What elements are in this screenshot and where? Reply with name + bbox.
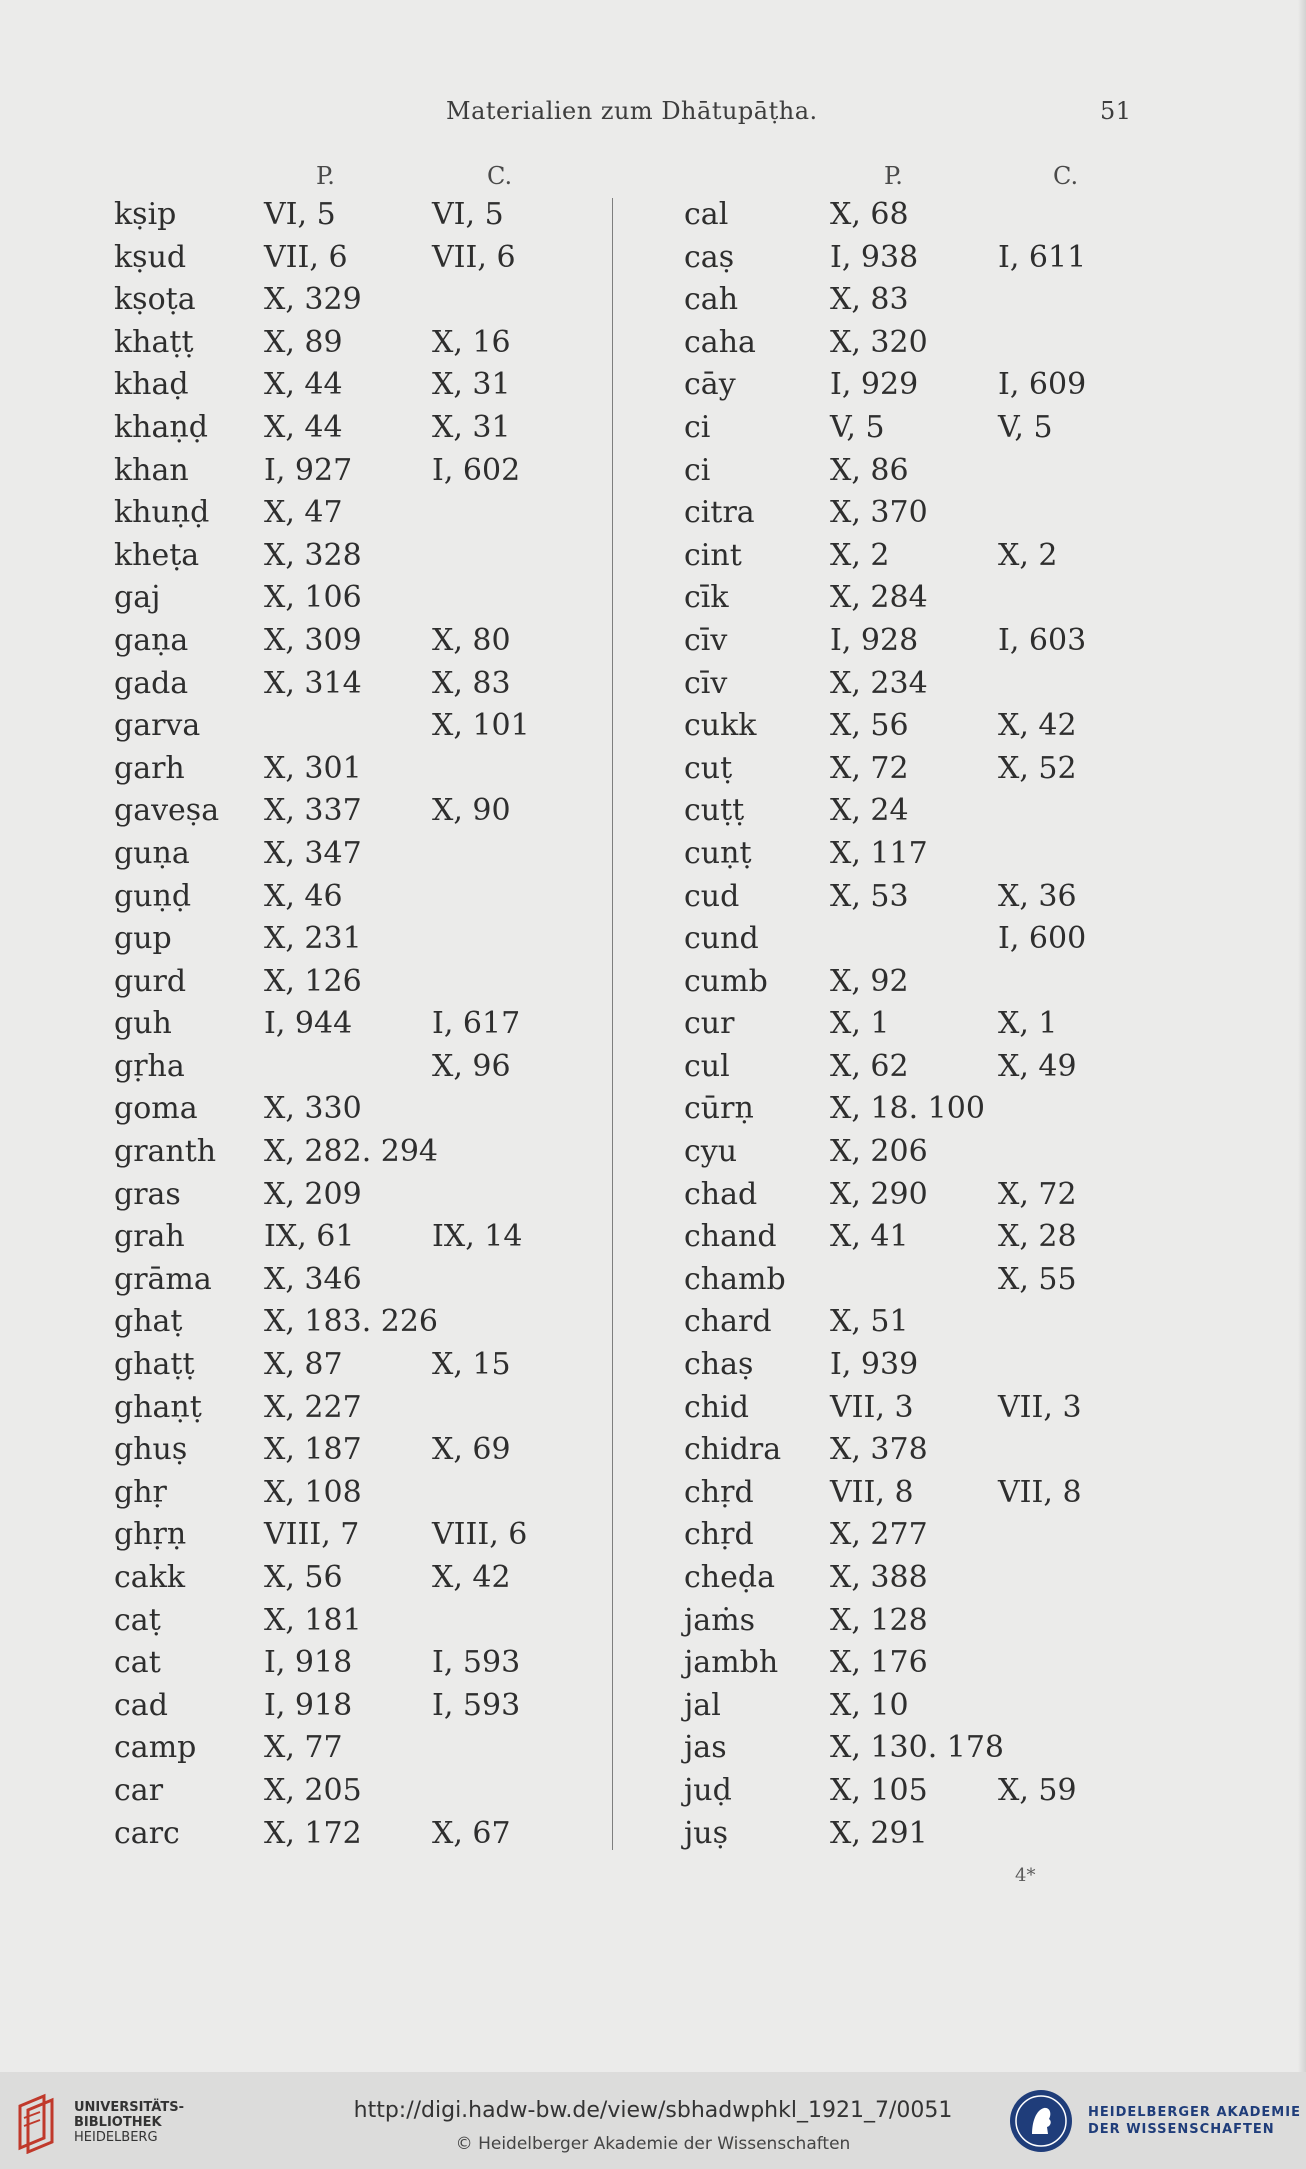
p-ref-cell: IX, 61 bbox=[264, 1219, 355, 1255]
p-ref-cell: X, 346 bbox=[264, 1261, 362, 1297]
p-ref-cell: X, 320 bbox=[830, 324, 928, 360]
root-cell: ghaṭ bbox=[114, 1304, 183, 1340]
root-cell: chamb bbox=[684, 1261, 786, 1297]
c-ref-cell: X, 42 bbox=[432, 1560, 511, 1595]
p-ref-cell: X, 388 bbox=[830, 1560, 928, 1595]
root-cell: cal bbox=[684, 197, 729, 232]
p-ref-cell: X, 77 bbox=[264, 1730, 343, 1766]
right-table-row bbox=[0, 1344, 919, 1387]
root-cell: gada bbox=[114, 665, 189, 701]
right-c-column-label: C. bbox=[1053, 162, 1079, 190]
root-cell: caṭ bbox=[114, 1602, 161, 1638]
root-cell: chaṣ bbox=[684, 1347, 754, 1383]
c-ref-cell: VII, 3 bbox=[998, 1389, 1082, 1425]
p-ref-cell: X, 130. 178 bbox=[830, 1730, 1005, 1766]
right-table-row bbox=[0, 663, 928, 706]
root-cell: cuṇṭ bbox=[684, 835, 752, 871]
p-ref-cell: X, 92 bbox=[830, 963, 909, 999]
root-cell: kṣoṭa bbox=[114, 282, 196, 318]
c-ref-cell: VIII, 6 bbox=[432, 1517, 528, 1553]
right-table-row bbox=[0, 1003, 1058, 1046]
p-ref-cell: X, 105 bbox=[830, 1772, 928, 1808]
right-table-row bbox=[0, 364, 1087, 407]
p-ref-cell: X, 328 bbox=[264, 537, 362, 573]
right-table-row bbox=[0, 1472, 1082, 1515]
p-ref-cell: X, 337 bbox=[264, 793, 362, 829]
c-ref-cell: I, 603 bbox=[998, 622, 1087, 658]
root-cell: cul bbox=[684, 1048, 730, 1084]
root-cell: caṣ bbox=[684, 239, 735, 275]
right-table-row bbox=[0, 1685, 909, 1728]
right-table-row bbox=[0, 1046, 1077, 1089]
right-table-row bbox=[0, 790, 909, 833]
root-cell: kheṭa bbox=[114, 537, 200, 573]
root-cell: ghaṇṭ bbox=[114, 1389, 202, 1425]
root-cell: khaḍ bbox=[114, 367, 189, 403]
right-table-row bbox=[0, 1557, 928, 1600]
p-ref-cell: VII, 3 bbox=[830, 1389, 914, 1425]
root-cell: cur bbox=[684, 1006, 735, 1042]
root-cell: chid bbox=[684, 1389, 749, 1425]
root-cell: garh bbox=[114, 750, 185, 786]
right-table-row bbox=[0, 1813, 928, 1856]
p-ref-cell: X, 172 bbox=[264, 1815, 362, 1851]
p-ref-cell: X, 62 bbox=[830, 1048, 909, 1084]
p-ref-cell: X, 227 bbox=[264, 1389, 362, 1425]
p-ref-cell: V, 5 bbox=[830, 409, 885, 445]
root-cell: cint bbox=[684, 537, 742, 573]
c-ref-cell: VII, 6 bbox=[432, 239, 516, 275]
root-cell: chard bbox=[684, 1304, 772, 1340]
p-ref-cell: I, 944 bbox=[264, 1006, 353, 1042]
c-ref-cell: X, 31 bbox=[432, 409, 511, 445]
right-table-row bbox=[0, 1600, 928, 1643]
root-cell: goma bbox=[114, 1091, 198, 1127]
p-ref-cell: I, 938 bbox=[830, 239, 919, 275]
right-table-row bbox=[0, 237, 1087, 280]
c-ref-cell: X, 67 bbox=[432, 1815, 511, 1851]
p-ref-cell: X, 72 bbox=[830, 750, 909, 786]
root-cell: grāma bbox=[114, 1261, 212, 1297]
root-cell: gup bbox=[114, 921, 172, 957]
p-ref-cell: X, 205 bbox=[264, 1772, 362, 1808]
root-cell: ci bbox=[684, 409, 711, 445]
p-ref-cell: X, 53 bbox=[830, 878, 909, 914]
p-ref-cell: X, 347 bbox=[264, 835, 362, 871]
p-ref-cell: X, 108 bbox=[264, 1474, 362, 1510]
p-ref-cell: X, 46 bbox=[264, 878, 343, 914]
c-ref-cell: X, 83 bbox=[432, 665, 511, 701]
right-table-row bbox=[0, 1259, 1077, 1302]
p-ref-cell: I, 929 bbox=[830, 367, 919, 403]
right-table-row bbox=[0, 1301, 909, 1344]
root-cell: cat bbox=[114, 1645, 161, 1681]
c-ref-cell: X, 69 bbox=[432, 1432, 511, 1468]
c-ref-cell: X, 59 bbox=[998, 1772, 1077, 1808]
root-cell: cakk bbox=[114, 1560, 186, 1595]
p-ref-cell: X, 51 bbox=[830, 1304, 909, 1340]
p-ref-cell: X, 18. 100 bbox=[830, 1091, 985, 1127]
c-ref-cell: X, 52 bbox=[998, 750, 1077, 786]
c-ref-cell: I, 593 bbox=[432, 1645, 521, 1681]
root-cell: cah bbox=[684, 282, 739, 318]
p-ref-cell: I, 927 bbox=[264, 452, 353, 488]
p-ref-cell: X, 56 bbox=[830, 708, 909, 744]
p-ref-cell: X, 206 bbox=[830, 1134, 928, 1170]
p-ref-cell: X, 47 bbox=[264, 495, 343, 531]
c-ref-cell: X, 72 bbox=[998, 1176, 1077, 1212]
c-ref-cell: X, 15 bbox=[432, 1347, 511, 1383]
right-p-column-label: P. bbox=[884, 162, 903, 190]
p-ref-cell: X, 290 bbox=[830, 1176, 928, 1212]
root-cell: khaṭṭ bbox=[114, 324, 194, 360]
left-p-column-label: P. bbox=[316, 162, 335, 190]
p-ref-cell: X, 41 bbox=[830, 1219, 909, 1255]
academy-seal-icon bbox=[1008, 2088, 1074, 2154]
root-cell: cūrṇ bbox=[684, 1091, 754, 1127]
right-table-row bbox=[0, 1216, 1077, 1259]
root-cell: car bbox=[114, 1772, 164, 1808]
root-cell: cuṭṭ bbox=[684, 793, 745, 829]
root-cell: garva bbox=[114, 708, 201, 744]
right-table-row bbox=[0, 1174, 1077, 1217]
right-table-row bbox=[0, 322, 928, 365]
c-ref-cell: X, 1 bbox=[998, 1006, 1058, 1042]
c-ref-cell: I, 611 bbox=[998, 239, 1087, 275]
p-ref-cell: X, 87 bbox=[264, 1347, 343, 1383]
footer-bar bbox=[0, 2072, 1306, 2169]
c-ref-cell: I, 602 bbox=[432, 452, 521, 488]
root-cell: cad bbox=[114, 1687, 168, 1723]
page-number: 51 bbox=[1100, 97, 1132, 125]
p-ref-cell: X, 176 bbox=[830, 1645, 928, 1681]
p-ref-cell: I, 918 bbox=[264, 1645, 353, 1681]
p-ref-cell: X, 44 bbox=[264, 367, 343, 403]
c-ref-cell: IX, 14 bbox=[432, 1219, 523, 1255]
c-ref-cell: X, 80 bbox=[432, 622, 511, 658]
root-cell: jaṁs bbox=[684, 1602, 756, 1638]
root-cell: guṇa bbox=[114, 835, 190, 871]
root-cell: gaj bbox=[114, 580, 161, 616]
c-ref-cell: X, 55 bbox=[998, 1261, 1077, 1297]
p-ref-cell: X, 106 bbox=[264, 580, 362, 616]
root-cell: jas bbox=[684, 1730, 727, 1766]
p-ref-cell: X, 1 bbox=[830, 1006, 890, 1042]
p-ref-cell: X, 209 bbox=[264, 1176, 362, 1212]
right-table-row bbox=[0, 407, 1053, 450]
left-c-column-label: C. bbox=[487, 162, 513, 190]
root-cell: ci bbox=[684, 452, 711, 488]
c-ref-cell: X, 96 bbox=[432, 1048, 511, 1084]
p-ref-cell: VI, 5 bbox=[264, 197, 336, 232]
right-table-row bbox=[0, 1727, 1005, 1770]
root-cell: gurd bbox=[114, 963, 187, 999]
c-ref-cell: X, 42 bbox=[998, 708, 1077, 744]
p-ref-cell: X, 291 bbox=[830, 1815, 928, 1851]
library-name: UNIVERSITÄTS- BIBLIOTHEK HEIDELBERG bbox=[74, 2100, 184, 2145]
root-cell: cumb bbox=[684, 963, 768, 999]
p-ref-cell: X, 181 bbox=[264, 1602, 362, 1638]
p-ref-cell: X, 24 bbox=[830, 793, 909, 829]
root-cell: carc bbox=[114, 1815, 180, 1851]
p-ref-cell: X, 117 bbox=[830, 835, 928, 871]
c-ref-cell: VI, 5 bbox=[432, 197, 504, 232]
c-ref-cell: X, 31 bbox=[432, 367, 511, 403]
root-cell: ghaṭṭ bbox=[114, 1347, 195, 1383]
root-cell: chṛd bbox=[684, 1474, 754, 1510]
p-ref-cell: X, 89 bbox=[264, 324, 343, 360]
right-table-row bbox=[0, 1642, 928, 1685]
right-table-row bbox=[0, 279, 909, 322]
p-ref-cell: X, 68 bbox=[830, 197, 909, 232]
c-ref-cell: I, 593 bbox=[432, 1687, 521, 1723]
c-ref-cell: I, 609 bbox=[998, 367, 1087, 403]
root-cell: ghuṣ bbox=[114, 1432, 188, 1468]
c-ref-cell: I, 617 bbox=[432, 1006, 521, 1042]
c-ref-cell: X, 36 bbox=[998, 878, 1077, 914]
root-cell: guh bbox=[114, 1006, 172, 1042]
p-ref-cell: VIII, 7 bbox=[264, 1517, 360, 1553]
right-table-row bbox=[0, 748, 1077, 791]
root-cell: ghṛ bbox=[114, 1474, 167, 1510]
p-ref-cell: X, 378 bbox=[830, 1432, 928, 1468]
right-table-row bbox=[0, 450, 909, 493]
root-cell: gras bbox=[114, 1176, 181, 1212]
root-cell: juḍ bbox=[684, 1772, 732, 1808]
p-ref-cell: I, 939 bbox=[830, 1347, 919, 1383]
root-cell: granth bbox=[114, 1134, 217, 1170]
p-ref-cell: VII, 6 bbox=[264, 239, 348, 275]
p-ref-cell: X, 10 bbox=[830, 1687, 909, 1723]
root-cell: camp bbox=[114, 1730, 197, 1766]
right-table-row bbox=[0, 492, 928, 535]
right-table-row bbox=[0, 1131, 928, 1174]
right-table-row bbox=[0, 876, 1077, 919]
root-cell: cīv bbox=[684, 622, 728, 658]
right-table-row bbox=[0, 961, 909, 1004]
right-table-row bbox=[0, 1088, 985, 1131]
right-table-row bbox=[0, 1770, 1077, 1813]
right-root-table bbox=[0, 194, 1087, 1855]
p-ref-cell: I, 928 bbox=[830, 622, 919, 658]
c-ref-cell: X, 2 bbox=[998, 537, 1058, 573]
right-table-row bbox=[0, 620, 1087, 663]
right-table-row bbox=[0, 577, 928, 620]
running-title: Materialien zum Dhātupāṭha. bbox=[446, 97, 818, 125]
root-cell: chand bbox=[684, 1219, 777, 1255]
root-cell: cuṭ bbox=[684, 750, 733, 786]
root-cell: khuṇḍ bbox=[114, 495, 210, 531]
root-cell: khaṇḍ bbox=[114, 409, 208, 445]
p-ref-cell: VII, 8 bbox=[830, 1474, 914, 1510]
p-ref-cell: X, 284 bbox=[830, 580, 928, 616]
root-cell: khan bbox=[114, 452, 189, 488]
root-cell: cud bbox=[684, 878, 740, 914]
p-ref-cell: X, 309 bbox=[264, 622, 362, 658]
root-cell: jambh bbox=[684, 1645, 779, 1681]
right-table-row bbox=[0, 194, 909, 237]
p-ref-cell: X, 234 bbox=[830, 665, 928, 701]
root-cell: gaveṣa bbox=[114, 793, 220, 829]
root-cell: chṛd bbox=[684, 1517, 754, 1553]
root-cell: guṇḍ bbox=[114, 878, 192, 914]
p-ref-cell: X, 83 bbox=[830, 282, 909, 318]
root-cell: caha bbox=[684, 324, 756, 360]
p-ref-cell: X, 44 bbox=[264, 409, 343, 445]
root-cell: cukk bbox=[684, 708, 757, 744]
right-table-row bbox=[0, 833, 928, 876]
right-table-row bbox=[0, 535, 1058, 578]
p-ref-cell: X, 126 bbox=[264, 963, 362, 999]
root-cell: cheḍa bbox=[684, 1560, 775, 1595]
root-cell: gaṇa bbox=[114, 622, 189, 658]
root-cell: cīk bbox=[684, 580, 729, 616]
p-ref-cell: X, 282. 294 bbox=[264, 1134, 439, 1170]
c-ref-cell: X, 101 bbox=[432, 708, 530, 744]
root-cell: cāy bbox=[684, 367, 736, 403]
root-cell: chad bbox=[684, 1176, 758, 1212]
c-ref-cell: I, 600 bbox=[998, 921, 1087, 957]
root-cell: citra bbox=[684, 495, 755, 531]
root-cell: cund bbox=[684, 921, 759, 957]
root-cell: kṣud bbox=[114, 239, 187, 275]
p-ref-cell: X, 187 bbox=[264, 1432, 362, 1468]
p-ref-cell: X, 183. 226 bbox=[264, 1304, 439, 1340]
right-table-row bbox=[0, 918, 1087, 961]
p-ref-cell: X, 86 bbox=[830, 452, 909, 488]
right-table-row bbox=[0, 1387, 1082, 1430]
signature-mark: 4* bbox=[1015, 1865, 1036, 1886]
p-ref-cell: X, 56 bbox=[264, 1560, 343, 1595]
p-ref-cell: X, 314 bbox=[264, 665, 362, 701]
p-ref-cell: X, 231 bbox=[264, 921, 362, 957]
root-cell: kṣip bbox=[114, 197, 177, 232]
root-cell: gṛha bbox=[114, 1048, 185, 1084]
permalink-url[interactable]: http://digi.hadw-bw.de/view/sbhadwphkl_1921_7/0051 bbox=[353, 2098, 953, 2123]
p-ref-cell: X, 301 bbox=[264, 750, 362, 786]
copyright-notice: © Heidelberger Akademie der Wissenschaften bbox=[455, 2134, 851, 2154]
right-table-row bbox=[0, 705, 1077, 748]
c-ref-cell: X, 49 bbox=[998, 1048, 1077, 1084]
c-ref-cell: X, 28 bbox=[998, 1219, 1077, 1255]
right-table-row bbox=[0, 1429, 928, 1472]
right-table-row bbox=[0, 1514, 928, 1557]
p-ref-cell: X, 370 bbox=[830, 495, 928, 531]
root-cell: juṣ bbox=[684, 1815, 729, 1851]
c-ref-cell: V, 5 bbox=[998, 409, 1053, 445]
root-cell: cyu bbox=[684, 1134, 738, 1170]
p-ref-cell: X, 2 bbox=[830, 537, 890, 573]
p-ref-cell: I, 918 bbox=[264, 1687, 353, 1723]
p-ref-cell: X, 277 bbox=[830, 1517, 928, 1553]
c-ref-cell: VII, 8 bbox=[998, 1474, 1082, 1510]
root-cell: chidra bbox=[684, 1432, 782, 1468]
p-ref-cell: X, 329 bbox=[264, 282, 362, 318]
root-cell: grah bbox=[114, 1219, 185, 1255]
p-ref-cell: X, 330 bbox=[264, 1091, 362, 1127]
p-ref-cell: X, 128 bbox=[830, 1602, 928, 1638]
root-cell: ghṛṇ bbox=[114, 1517, 187, 1553]
c-ref-cell: X, 16 bbox=[432, 324, 511, 360]
root-cell: cīv bbox=[684, 665, 728, 701]
c-ref-cell: X, 90 bbox=[432, 793, 511, 829]
root-cell: jal bbox=[684, 1687, 721, 1723]
academy-name: HEIDELBERGER AKADEMIE DER WISSENSCHAFTEN bbox=[1088, 2105, 1301, 2137]
